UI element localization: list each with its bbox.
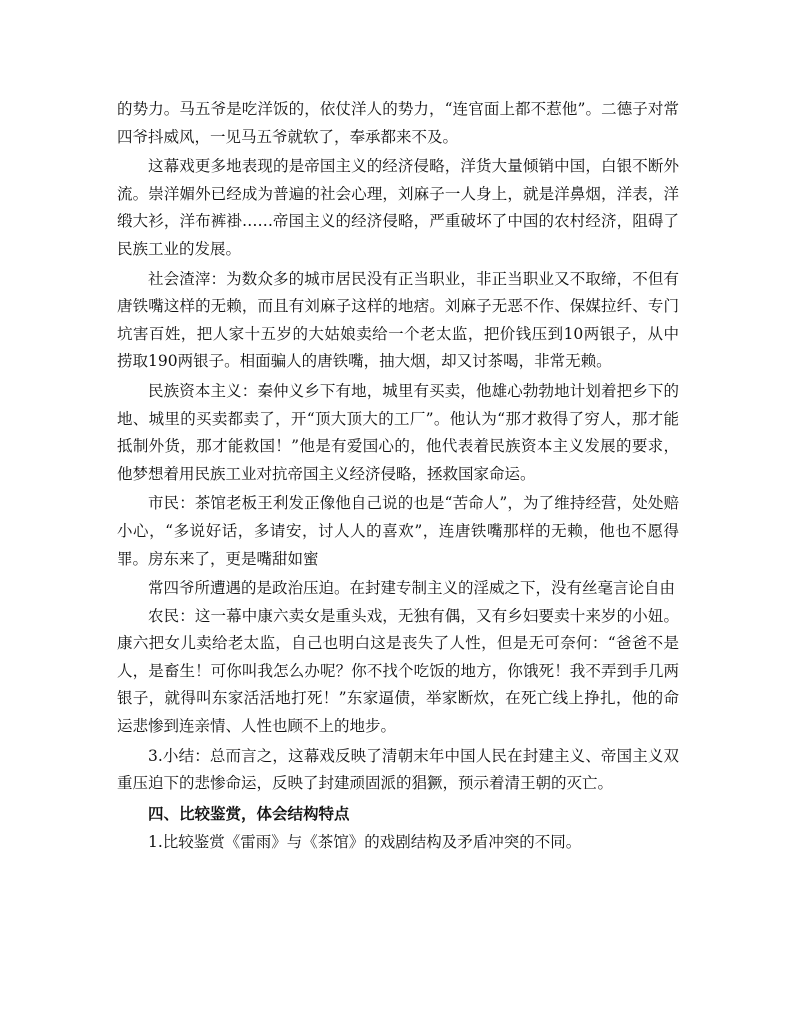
list-item-comparison: 1.比较鉴赏《雷雨》与《茶馆》的戏剧结构及矛盾冲突的不同。 — [148, 833, 582, 852]
section-heading: 四、比较鉴赏，体会结构特点 — [148, 803, 350, 823]
paragraph-peasants: 农民：这一幕中康六卖女是重头戏，无独有偶，又有乡妇要卖十来岁的小妞。康六把女儿卖给老太监，自己也明白这是丧失了人性，但是无可奈何：“爸爸不是人，是畜生！可你叫我怎么办呢？你不找个吃饭的地方，你饿死！我不弄到手几两银子，就得叫东家活活地打死！”东家逼债，举家断炊，在死亡线上挣扎，他的命运悲惨到连亲情、人性也顾不上的地步。 — [117, 606, 679, 736]
paragraph-social-dregs: 社会渣滓：为数众多的城市居民没有正当职业，非正当职业又不取缔，不但有唐铁嘴这样的无赖，而且有刘麻子这样的地痞。刘麻子无恶不作、保媒拉纤、专门坑害百姓，把人家十五岁的大姑娘卖给一个老太监，把价钱压到10两银子，从中捞取190两银子。相面骗人的唐铁嘴，抽大烟，却又讨茶喝，非常无赖。 — [117, 269, 679, 371]
paragraph-economic-invasion: 这幕戏更多地表现的是帝国主义的经济侵略，洋货大量倾销中国，白银不断外流。崇洋媚外已经成为普遍的社会心理，刘麻子一人身上，就是洋鼻烟，洋表，洋缎大衫，洋布裤褂……帝国主义的经济侵略，严重破坏了中国的农村经济，阻碍了民族工业的发展。 — [117, 157, 679, 258]
paragraph-national-capitalism: 民族资本主义：秦仲义乡下有地，城里有买卖，他雄心勃勃地计划着把乡下的地、城里的买卖都卖了，开“顶大顶大的工厂”。他认为“那才救得了穷人，那才能抵制外货，那才能救国！”他是有爱国心的，他代表着民族资本主义发展的要求，他梦想着用民族工业对抗帝国主义经济侵略，拯救国家命运。 — [117, 381, 679, 483]
paragraph-citizens: 市民：茶馆老板王利发正像他自己说的也是“苦命人”，为了维持经营，处处赔小心，“多说好话，多请安，讨人人的喜欢”，连唐铁嘴那样的无赖，他也不愿得罪。房东来了，更是嘴甜如蜜 — [117, 494, 679, 568]
paragraph-continuation: 的势力。马五爷是吃洋饭的，依仗洋人的势力，“连官面上都不惹他”。二德子对常四爷抖威风，一见马五爷就软了，奉承都来不及。 — [117, 100, 679, 146]
paragraph-political-oppression: 常四爷所遭遇的是政治压迫。在封建专制主义的淫威之下，没有丝毫言论自由 — [148, 579, 676, 598]
document-body — [117, 96, 679, 857]
paragraph-summary: 3.小结：总而言之，这幕戏反映了清朝末年中国人民在封建主义、帝国主义双重压迫下的悲惨命运，反映了封建顽固派的猖獗，预示着清王朝的灭亡。 — [117, 746, 679, 793]
